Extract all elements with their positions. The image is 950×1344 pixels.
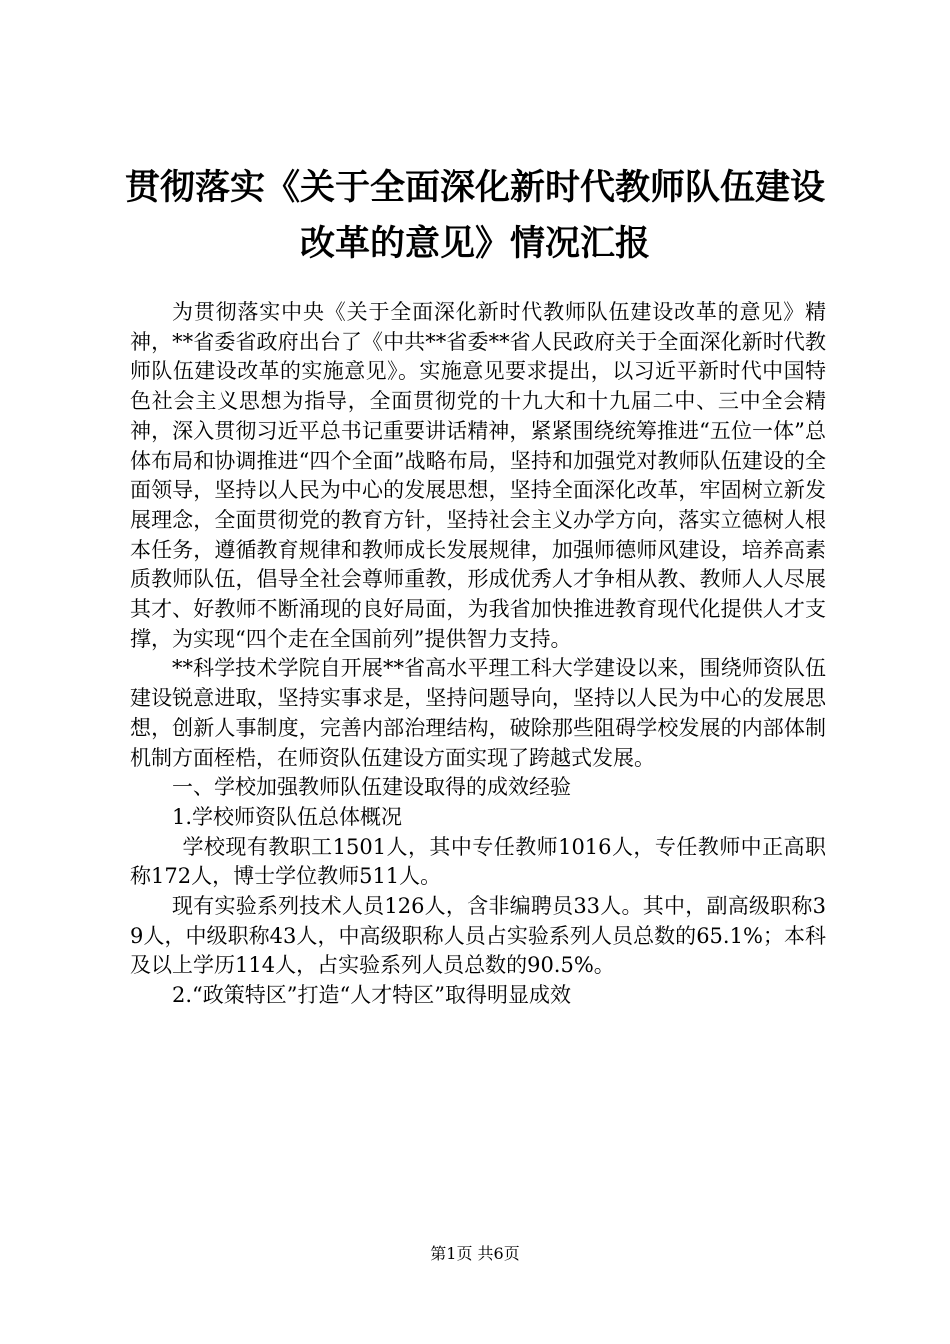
paragraph-staff-count: 学校现有教职工1501人，其中专任教师1016人，专任教师中正高职称172人，博士学位教师511人。 [130, 834, 826, 889]
paragraph-lab-staff: 现有实验系列技术人员126人，含非编聘员33人。其中，副高级职称39人，中级职称43人，中高级职称人员占实验系列人员总数的65.1%；本科及以上学历114人，占实验系列人员总数的90.5%。 [130, 894, 826, 978]
paragraph-intro: 为贯彻落实中央《关于全面深化新时代教师队伍建设改革的意见》精神，**省委省政府出台了《中共**省委**省人民政府关于全面深化新时代教师队伍建设改革的实施意见》。实施意见要求提出，以习近平新时代中国特色社会主义思想为指导，全面贯彻党的十九大和十九届二中、三中全会精神，深入贯彻习近平总书记重要讲话精神，紧紧围绕统筹推进“五位一体”总体布局和协调推进“四个全面”战略布局，坚持和加强党对教师队伍建设的全面领导，坚持以人民为中心的发展思想，坚持全面深化改革，牢固树立新发展理念，全面贯彻党的教育方针，坚持社会主义办学方向，落实立德树人根本任务，遵循教育规律和教师成长发展规律，加强师德师风建设，培养高素质教师队伍，倡导全社会尊师重教，形成优秀人才争相从教、教师人人尽展其才、好教师不断涌现的良好局面，为我省加快推进教育现代化提供人才支撑，为实现“四个走在全国前列”提供智力支持。 [130, 300, 826, 651]
document-body [130, 298, 826, 1011]
subsection-heading-2: 2.“政策特区”打造“人才特区”取得明显成效 [172, 983, 571, 1008]
document-title-line-2: 改革的意见》情况汇报 [299, 223, 650, 264]
subsection-heading-1: 1.学校师资队伍总体概况 [172, 804, 403, 829]
document-title-line-1: 贯彻落实《关于全面深化新时代教师队伍建设 [124, 167, 825, 208]
section-heading-1: 一、学校加强教师队伍建设取得的成效经验 [172, 775, 571, 800]
page-number-footer: 第1页 共6页 [430, 1244, 520, 1263]
paragraph-school-overview: **科学技术学院自开展**省高水平理工科大学建设以来，围绕师资队伍建设锐意进取，坚持实事求是，坚持问题导向，坚持以人民为中心的发展思想，创新人事制度，完善内部治理结构，破除那些阻碍学校发展的内部体制机制方面桎梏，在师资队伍建设方面实现了跨越式发展。 [130, 656, 826, 770]
